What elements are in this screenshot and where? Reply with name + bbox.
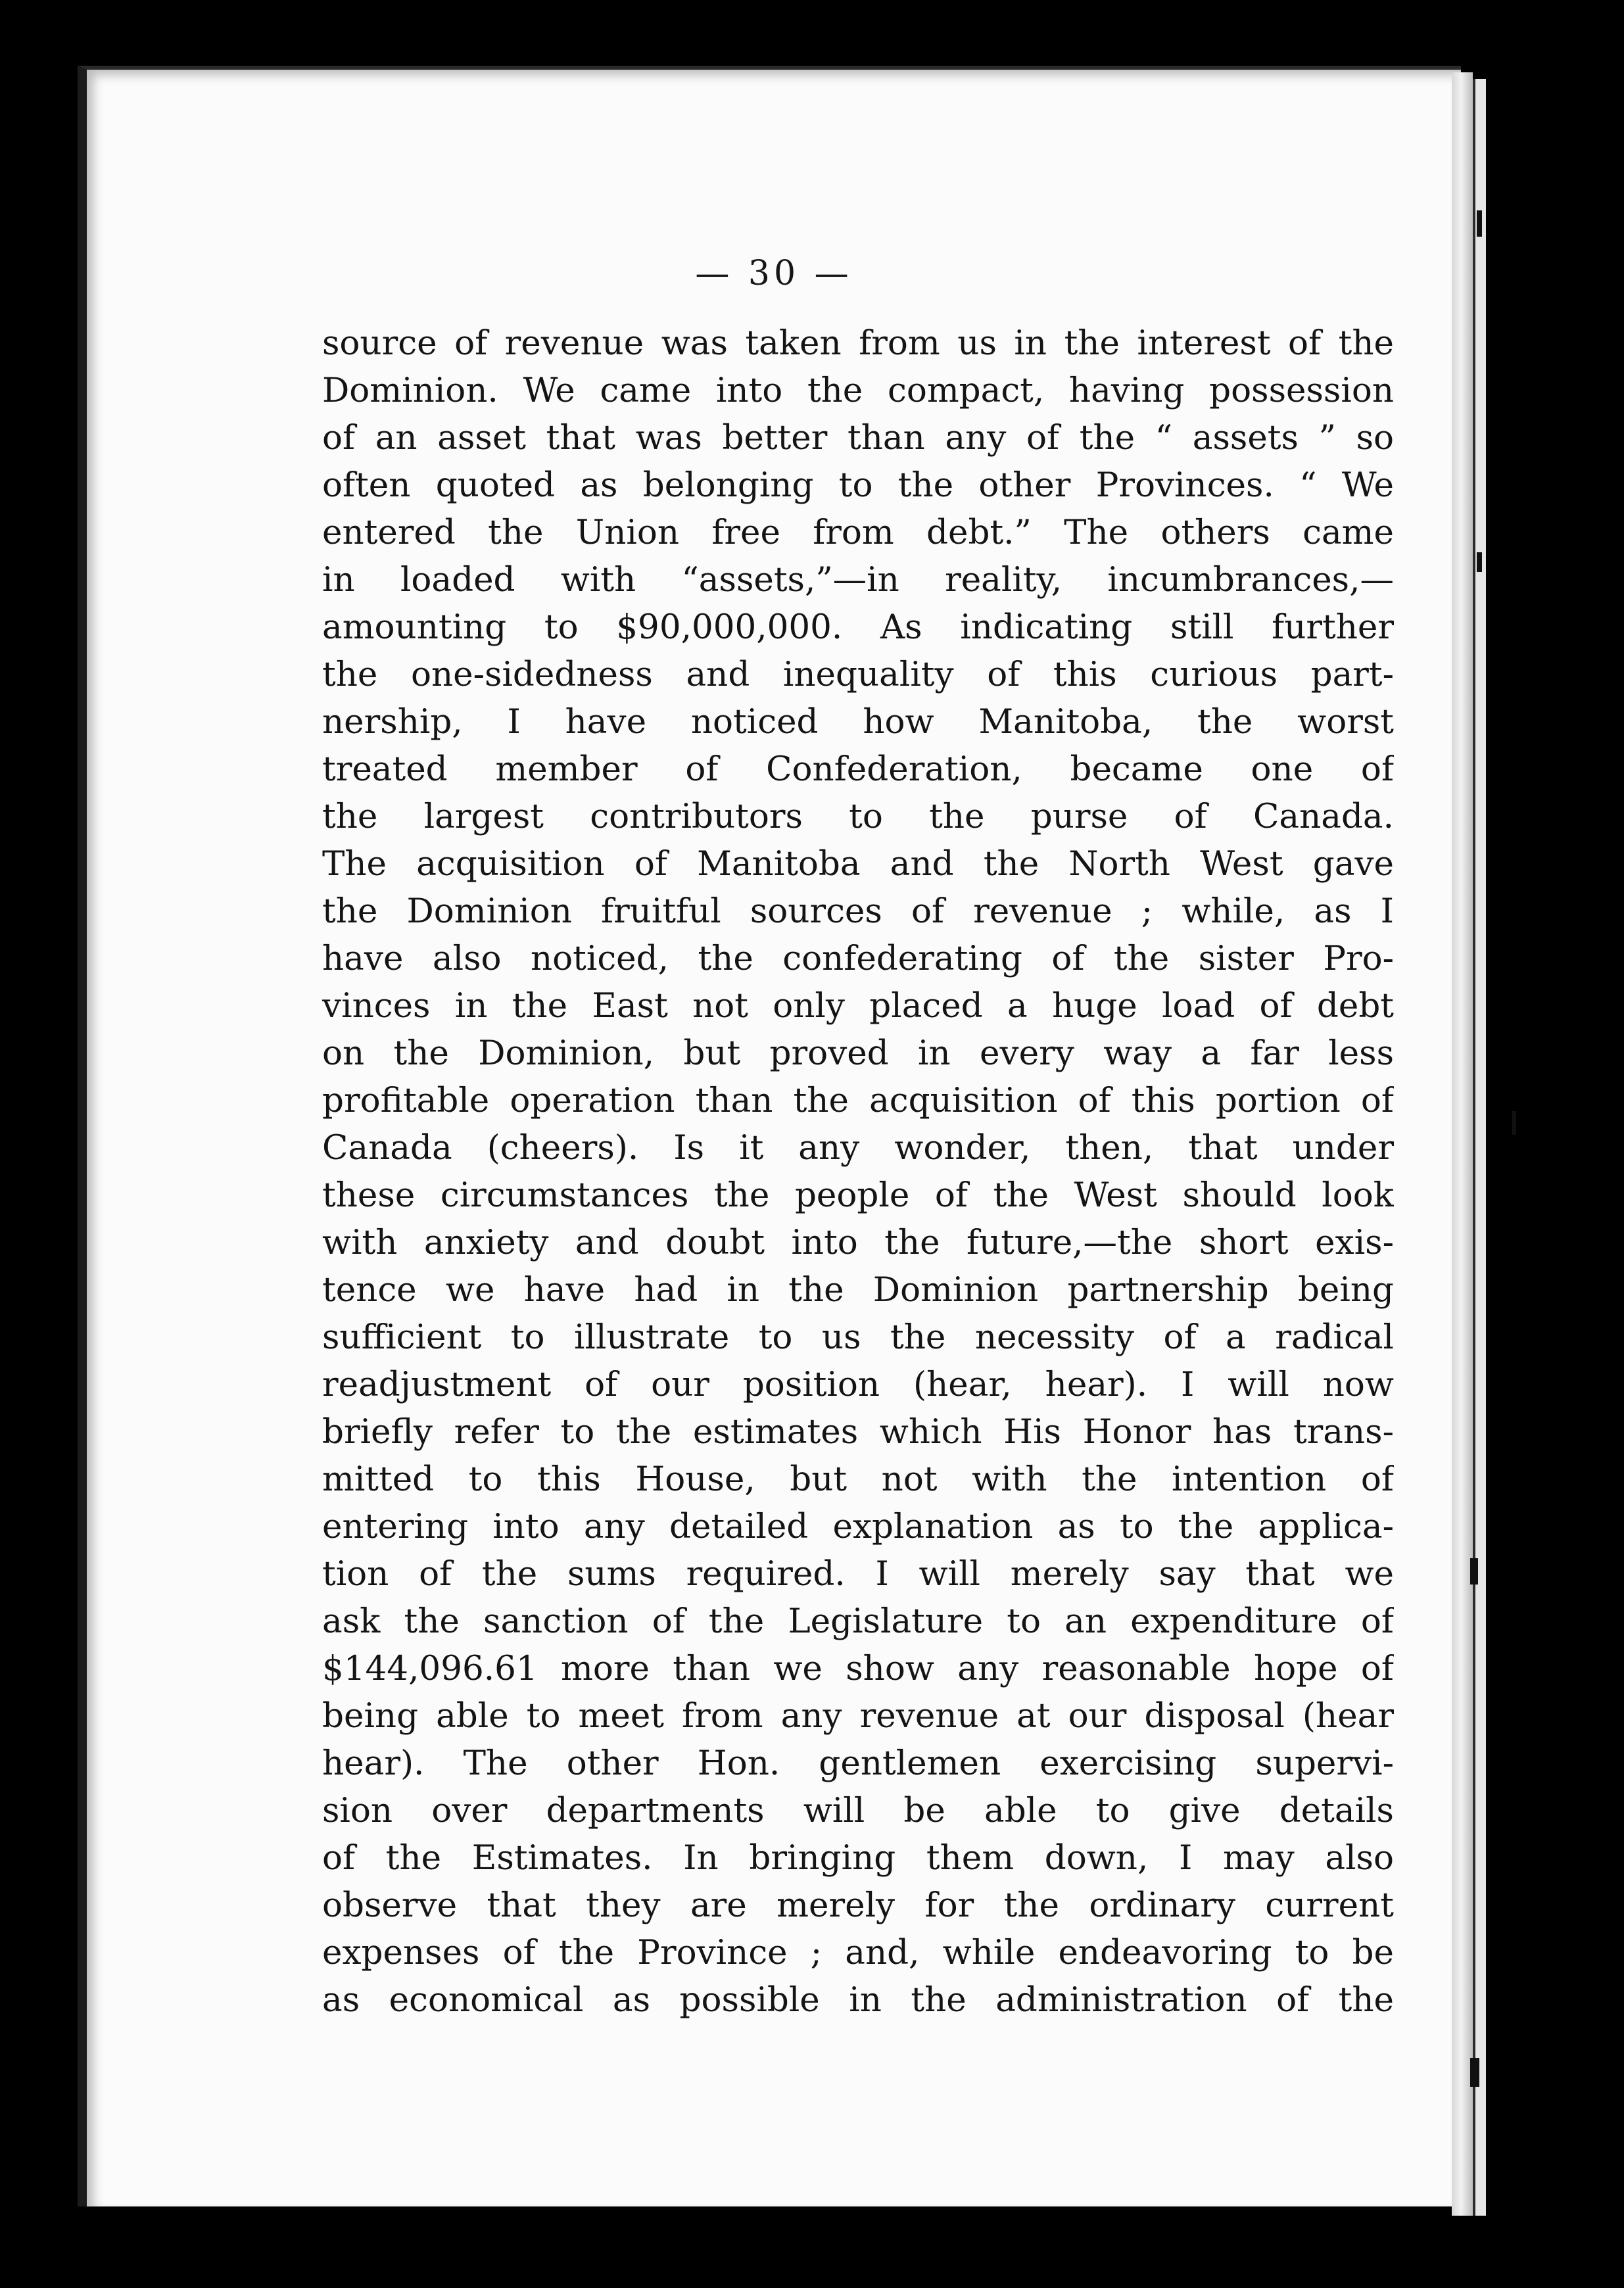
text-line: treated member of Confederation, became one of	[322, 750, 1394, 789]
text-line: The acquisition of Manitoba and the North West gave	[322, 844, 1394, 884]
scan-speck	[1470, 2058, 1479, 2087]
text-line: profitable operation than the acquisition of this portion of	[322, 1081, 1394, 1120]
text-line: entered the Union free from debt.” The others came	[322, 513, 1394, 552]
text-line: on the Dominion, but proved in every way a far less	[322, 1034, 1394, 1073]
text-line: $144,096.61 more than we show any reasonable hope of	[322, 1649, 1394, 1688]
text-line: mitted to this House, but not with the intention of	[322, 1460, 1394, 1499]
text-line: readjustment of our position (hear, hear). I will now	[322, 1365, 1394, 1404]
text-line: of the Estimates. In bringing them down, I may also	[322, 1838, 1394, 1878]
text-line: nership, I have noticed how Manitoba, the worst	[322, 702, 1394, 742]
body-text	[322, 320, 1394, 2024]
text-line: expenses of the Province ; and, while endeavoring to be	[322, 1933, 1394, 1972]
page-edge	[1452, 72, 1473, 2216]
page-sheet	[78, 66, 1461, 2206]
text-line: the one-sidedness and inequality of this curious part-	[322, 655, 1394, 694]
text-line: of an asset that was better than any of the “ assets ” so	[322, 418, 1394, 458]
scan-speck	[1470, 1558, 1478, 1585]
text-line: observe that they are merely for the ordinary current	[322, 1886, 1394, 1925]
text-line: briefly refer to the estimates which His Honor has trans-	[322, 1412, 1394, 1452]
text-line: source of revenue was taken from us in the interest of the	[322, 323, 1394, 363]
text-line: hear). The other Hon. gentlemen exercising supervi-	[322, 1744, 1394, 1783]
text-line: with anxiety and doubt into the future,—the short exis-	[322, 1223, 1394, 1262]
text-line: amounting to $90,000,000. As indicating still further	[322, 608, 1394, 647]
text-line: vinces in the East not only placed a huge load of debt	[322, 986, 1394, 1026]
text-line: as economical as possible in the administration of the	[322, 1980, 1394, 2020]
scan-speck	[1512, 1111, 1516, 1135]
text-line: tence we have had in the Dominion partnership being	[322, 1270, 1394, 1310]
text-line: being able to meet from any revenue at our disposal (hear	[322, 1696, 1394, 1736]
text-line: tion of the sums required. I will merely say that we	[322, 1554, 1394, 1594]
text-line: sufficient to illustrate to us the necessity of a radical	[322, 1318, 1394, 1357]
text-line: ask the sanction of the Legislature to an expenditure of	[322, 1602, 1394, 1641]
page-number: — 30 —	[695, 254, 853, 293]
text-line: often quoted as belonging to the other Provinces. “ We	[322, 465, 1394, 505]
text-line: entering into any detailed explanation as to the applica-	[322, 1507, 1394, 1546]
text-line: in loaded with “assets,”—in reality, incumbrances,—	[322, 560, 1394, 600]
binding-edge	[1473, 79, 1486, 2216]
text-line: have also noticed, the confederating of the sister Pro-	[322, 939, 1394, 978]
text-line: sion over departments will be able to give details	[322, 1791, 1394, 1830]
text-line: Dominion. We came into the compact, having possession	[322, 371, 1394, 410]
scan-speck	[1477, 552, 1482, 572]
text-line: these circumstances the people of the West should look	[322, 1176, 1394, 1215]
scan-speck	[1477, 210, 1482, 237]
text-line: Canada (cheers). Is it any wonder, then, that under	[322, 1128, 1394, 1168]
text-line: the Dominion fruitful sources of revenue ; while, as I	[322, 892, 1394, 931]
text-line: the largest contributors to the purse of Canada.	[322, 797, 1394, 836]
